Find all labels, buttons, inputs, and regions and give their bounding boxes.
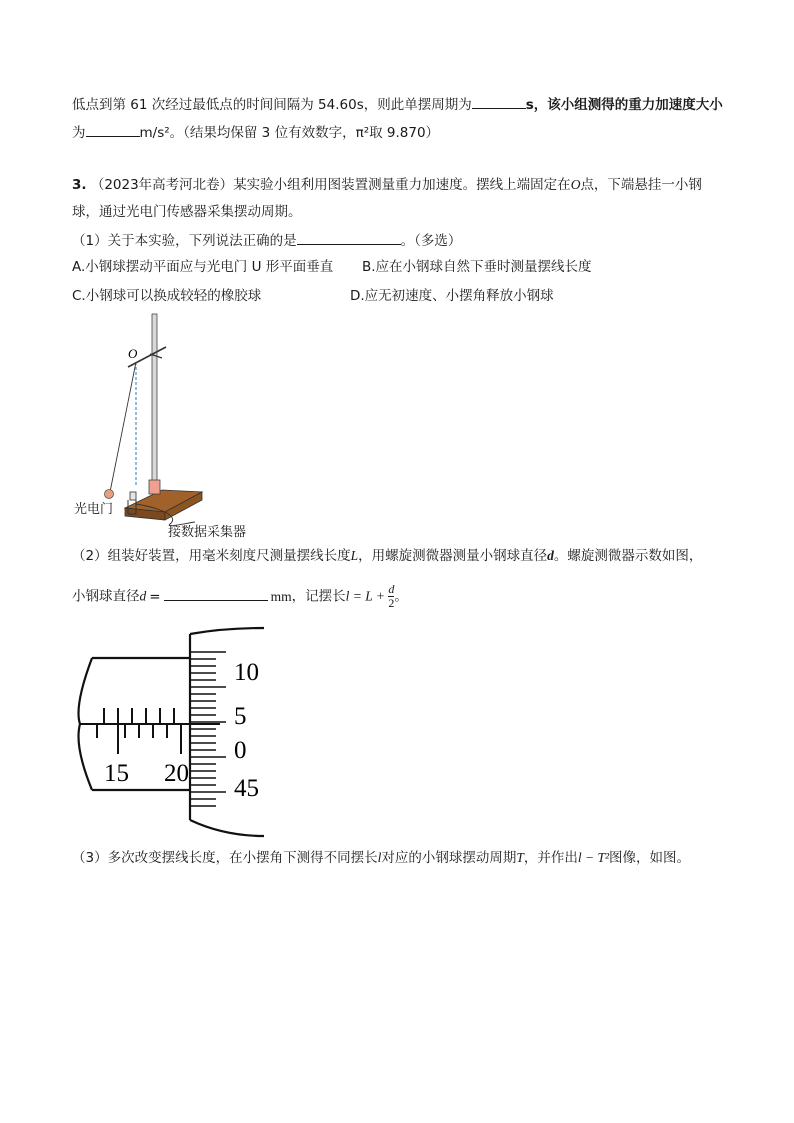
q3-part2-d2: d bbox=[139, 588, 147, 604]
option-a: A.小钢球摆动平面应与光电门 U 形平面垂直 bbox=[72, 259, 334, 275]
answer-blank-part1 bbox=[297, 230, 401, 245]
q3-part3 bbox=[72, 848, 690, 868]
q3-part3-d: 图像，如图。 bbox=[609, 850, 691, 866]
q3-part2-b: ，用螺旋测微器测量小钢球直径 bbox=[358, 548, 548, 564]
option-d: D.应无初速度、小摆角释放小钢球 bbox=[350, 288, 554, 304]
micrometer-figure bbox=[74, 626, 274, 838]
q3-part2-line-2 bbox=[72, 583, 408, 610]
q3-part2-end: 。 bbox=[394, 588, 408, 605]
q3-stem-line-2 bbox=[72, 202, 302, 222]
option-b: B.应在小钢球自然下垂时测量摆线长度 bbox=[362, 259, 592, 275]
q3-part1-pre: （1）关于本实验，下列说法正确的是 bbox=[72, 233, 297, 249]
q3-part2-L: L bbox=[350, 548, 359, 563]
q3-part2-formula-mid: = L + bbox=[349, 588, 389, 604]
q3-stem-O: O bbox=[570, 177, 581, 192]
q3-part2-l: l bbox=[345, 588, 350, 604]
q3-part3-b: 对应的小钢球摆动周期 bbox=[381, 850, 517, 866]
q3-part1 bbox=[72, 230, 461, 251]
thimble-label-10: 10 bbox=[234, 659, 259, 686]
label-photogate: 光电门 bbox=[74, 502, 114, 517]
q3-part2-eq: = bbox=[149, 588, 161, 605]
sleeve-label-20: 20 bbox=[164, 760, 189, 787]
q3-part2-line-1 bbox=[72, 546, 702, 566]
q3-stem-b: 点，下端悬挂一小钢 bbox=[580, 177, 702, 193]
q3-stem-2: 球，通过光电门传感器采集摆动周期。 bbox=[72, 204, 302, 220]
thimble-label-45: 45 bbox=[234, 775, 259, 802]
q3-part2-d: d bbox=[547, 548, 554, 563]
option-c: C.小钢球可以换成较轻的橡胶球 bbox=[72, 288, 262, 304]
label-O: O bbox=[128, 346, 138, 361]
answer-blank-diameter bbox=[164, 586, 268, 601]
q3-part2-c: 。螺旋测微器示数如图， bbox=[553, 548, 703, 564]
q2-tail-unit-text: s，该小组测得的重力加速度大小 bbox=[525, 97, 723, 113]
q2-tail-pre: 为 bbox=[72, 125, 86, 141]
q2-tail-line-2 bbox=[72, 122, 439, 143]
q3-part3-c: ，并作出 bbox=[523, 850, 578, 866]
answer-blank-period bbox=[472, 94, 526, 109]
q2-tail-text: 低点到第 61 次经过最低点的时间间隔为 54.60s，则此单摆周期为 bbox=[72, 97, 472, 113]
frac-numerator: d bbox=[388, 582, 395, 596]
q3-part1-post: 。（多选） bbox=[400, 233, 462, 249]
q3-part2-a: （2）组装好装置，用毫米刻度尺测量摆线长度 bbox=[72, 548, 351, 564]
q3-part2-line2-pre: 小钢球直径 bbox=[72, 588, 140, 605]
frac-denominator: 2 bbox=[388, 596, 395, 610]
q3-stem-line-1 bbox=[72, 175, 702, 195]
q3-part3-a: （3）多次改变摆线长度，在小摆角下测得不同摆长 bbox=[72, 850, 378, 866]
q3-part3-graph: l − T² bbox=[577, 850, 610, 865]
label-data-collector: 接数据采集器 bbox=[168, 525, 247, 540]
q3-stem-a: 某实验小组利用图装置测量重力加速度。摆线上端固定在 bbox=[233, 177, 571, 193]
q3-part2-unit: mm bbox=[270, 588, 292, 604]
q3-part3-T: T bbox=[516, 850, 524, 865]
q2-tail-line-1 bbox=[72, 94, 723, 115]
thimble-label-5: 5 bbox=[234, 703, 247, 730]
sleeve-label-15: 15 bbox=[104, 760, 129, 787]
q3-part2-rec: ，记摆长 bbox=[291, 588, 346, 605]
answer-blank-g bbox=[86, 122, 140, 137]
q3-number: 3. bbox=[72, 177, 87, 193]
q2-tail-post: m/s²。（结果均保留 3 位有效数字，π²取 9.870） bbox=[139, 125, 440, 141]
q3-part3-l: l bbox=[377, 850, 382, 865]
q3-source: （2023年高考河北卷） bbox=[90, 177, 234, 193]
thimble-label-0: 0 bbox=[234, 737, 247, 764]
